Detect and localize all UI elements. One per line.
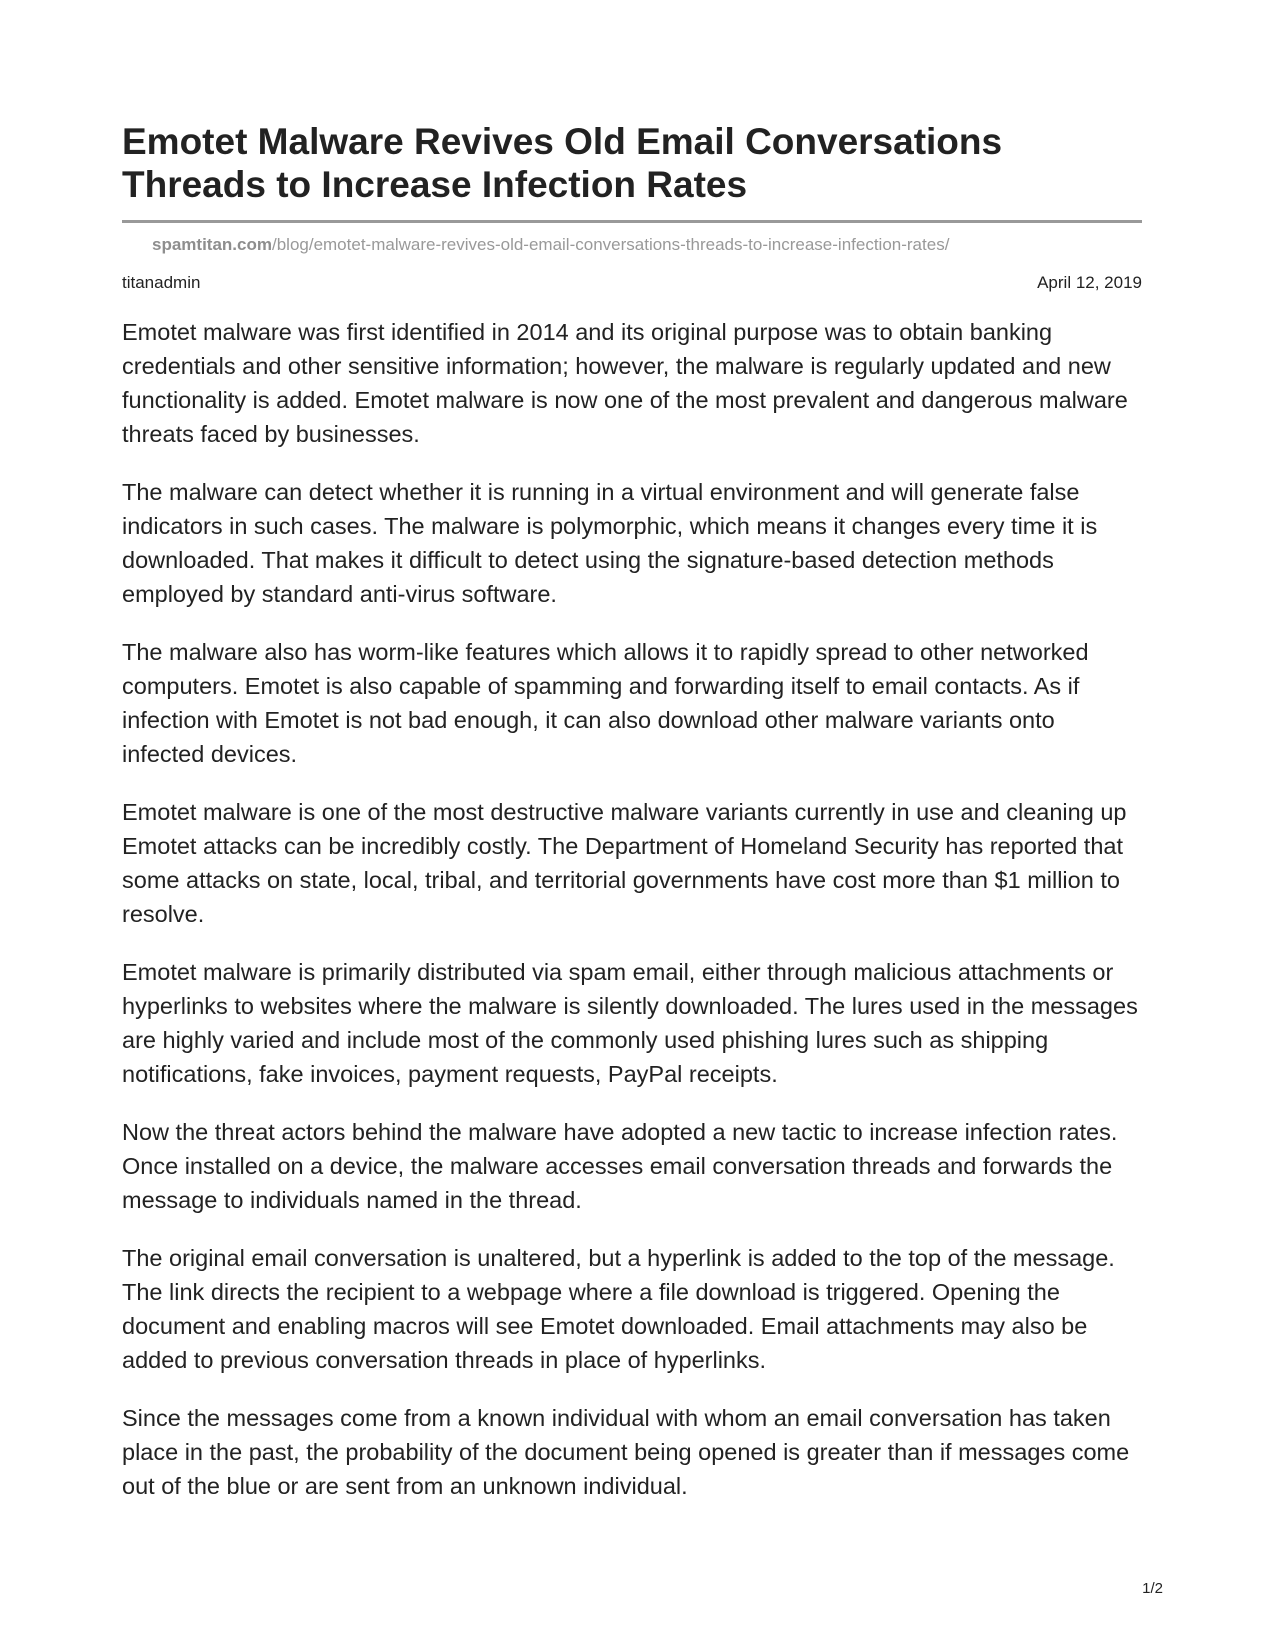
- paragraph: The malware also has worm-like features which allows it to rapidly spread to other networked computers. Emotet is also capable of spamming and forwarding itself to email contacts. As if infection with Emotet is not bad enough, it can also download other malware variants onto infected devices.: [122, 639, 1089, 767]
- source-domain[interactable]: spamtitan.com: [152, 235, 272, 254]
- paragraph: The malware can detect whether it is running in a virtual environment and will generate false indicators in such cases. The malware is polymorphic, which means it changes every time it is downloaded. That makes it difficult to detect using the signature-based detection methods employed by standard anti-virus software.: [122, 479, 1098, 607]
- paragraph: Emotet malware is one of the most destructive malware variants currently in use and cleaning up Emotet attacks can be incredibly costly. The Department of Homeland Security has reported that some attacks on state, local, tribal, and territorial governments have cost more than $1 million to resolve.: [122, 799, 1127, 927]
- paragraph: Now the threat actors behind the malware have adopted a new tactic to increase infection rates. Once installed on a device, the malware accesses email conversation threads and forwards the message to individuals named in the thread.: [122, 1119, 1118, 1213]
- source-url[interactable]: [122, 235, 1142, 255]
- paragraph: Emotet malware is primarily distributed via spam email, either through malicious attachments or hyperlinks to websites where the malware is silently downloaded. The lures used in the messages are highly varied and include most of the commonly used phishing lures such as shipping notifications, fake invoices, payment requests, PayPal receipts.: [122, 959, 1138, 1087]
- article-body: [122, 315, 1142, 1503]
- article-title: [122, 120, 1082, 206]
- document-page: [122, 120, 1142, 1527]
- author-name: titanadmin: [122, 273, 201, 292]
- page-number: 1/2: [1142, 1580, 1163, 1597]
- source-path[interactable]: /blog/emotet-malware-revives-old-email-conversations-threads-to-increase-infection-rates/: [271, 235, 950, 254]
- publish-date: April 12, 2019: [1037, 273, 1142, 292]
- article-title-line-2: Threads to Increase Infection Rates: [122, 164, 748, 205]
- article-title-line-1: Emotet Malware Revives Old Email Conversations: [122, 121, 1003, 162]
- title-divider: [122, 220, 1142, 223]
- paragraph: The original email conversation is unaltered, but a hyperlink is added to the top of the message. The link directs the recipient to a webpage where a file download is triggered. Opening the document and enabling macros will see Emotet downloaded. Email attachments may also be added to previous conversation threads in place of hyperlinks.: [122, 1245, 1115, 1373]
- paragraph: Since the messages come from a known individual with whom an email conversation has taken place in the past, the probability of the document being opened is greater than if messages come out of the blue or are sent from an unknown individual.: [122, 1405, 1130, 1499]
- article-meta: [122, 273, 1142, 293]
- paragraph: Emotet malware was first identified in 2014 and its original purpose was to obtain banking credentials and other sensitive information; however, the malware is regularly updated and new functionality is added. Emotet malware is now one of the most prevalent and dangerous malware threats faced by businesses.: [122, 319, 1128, 447]
